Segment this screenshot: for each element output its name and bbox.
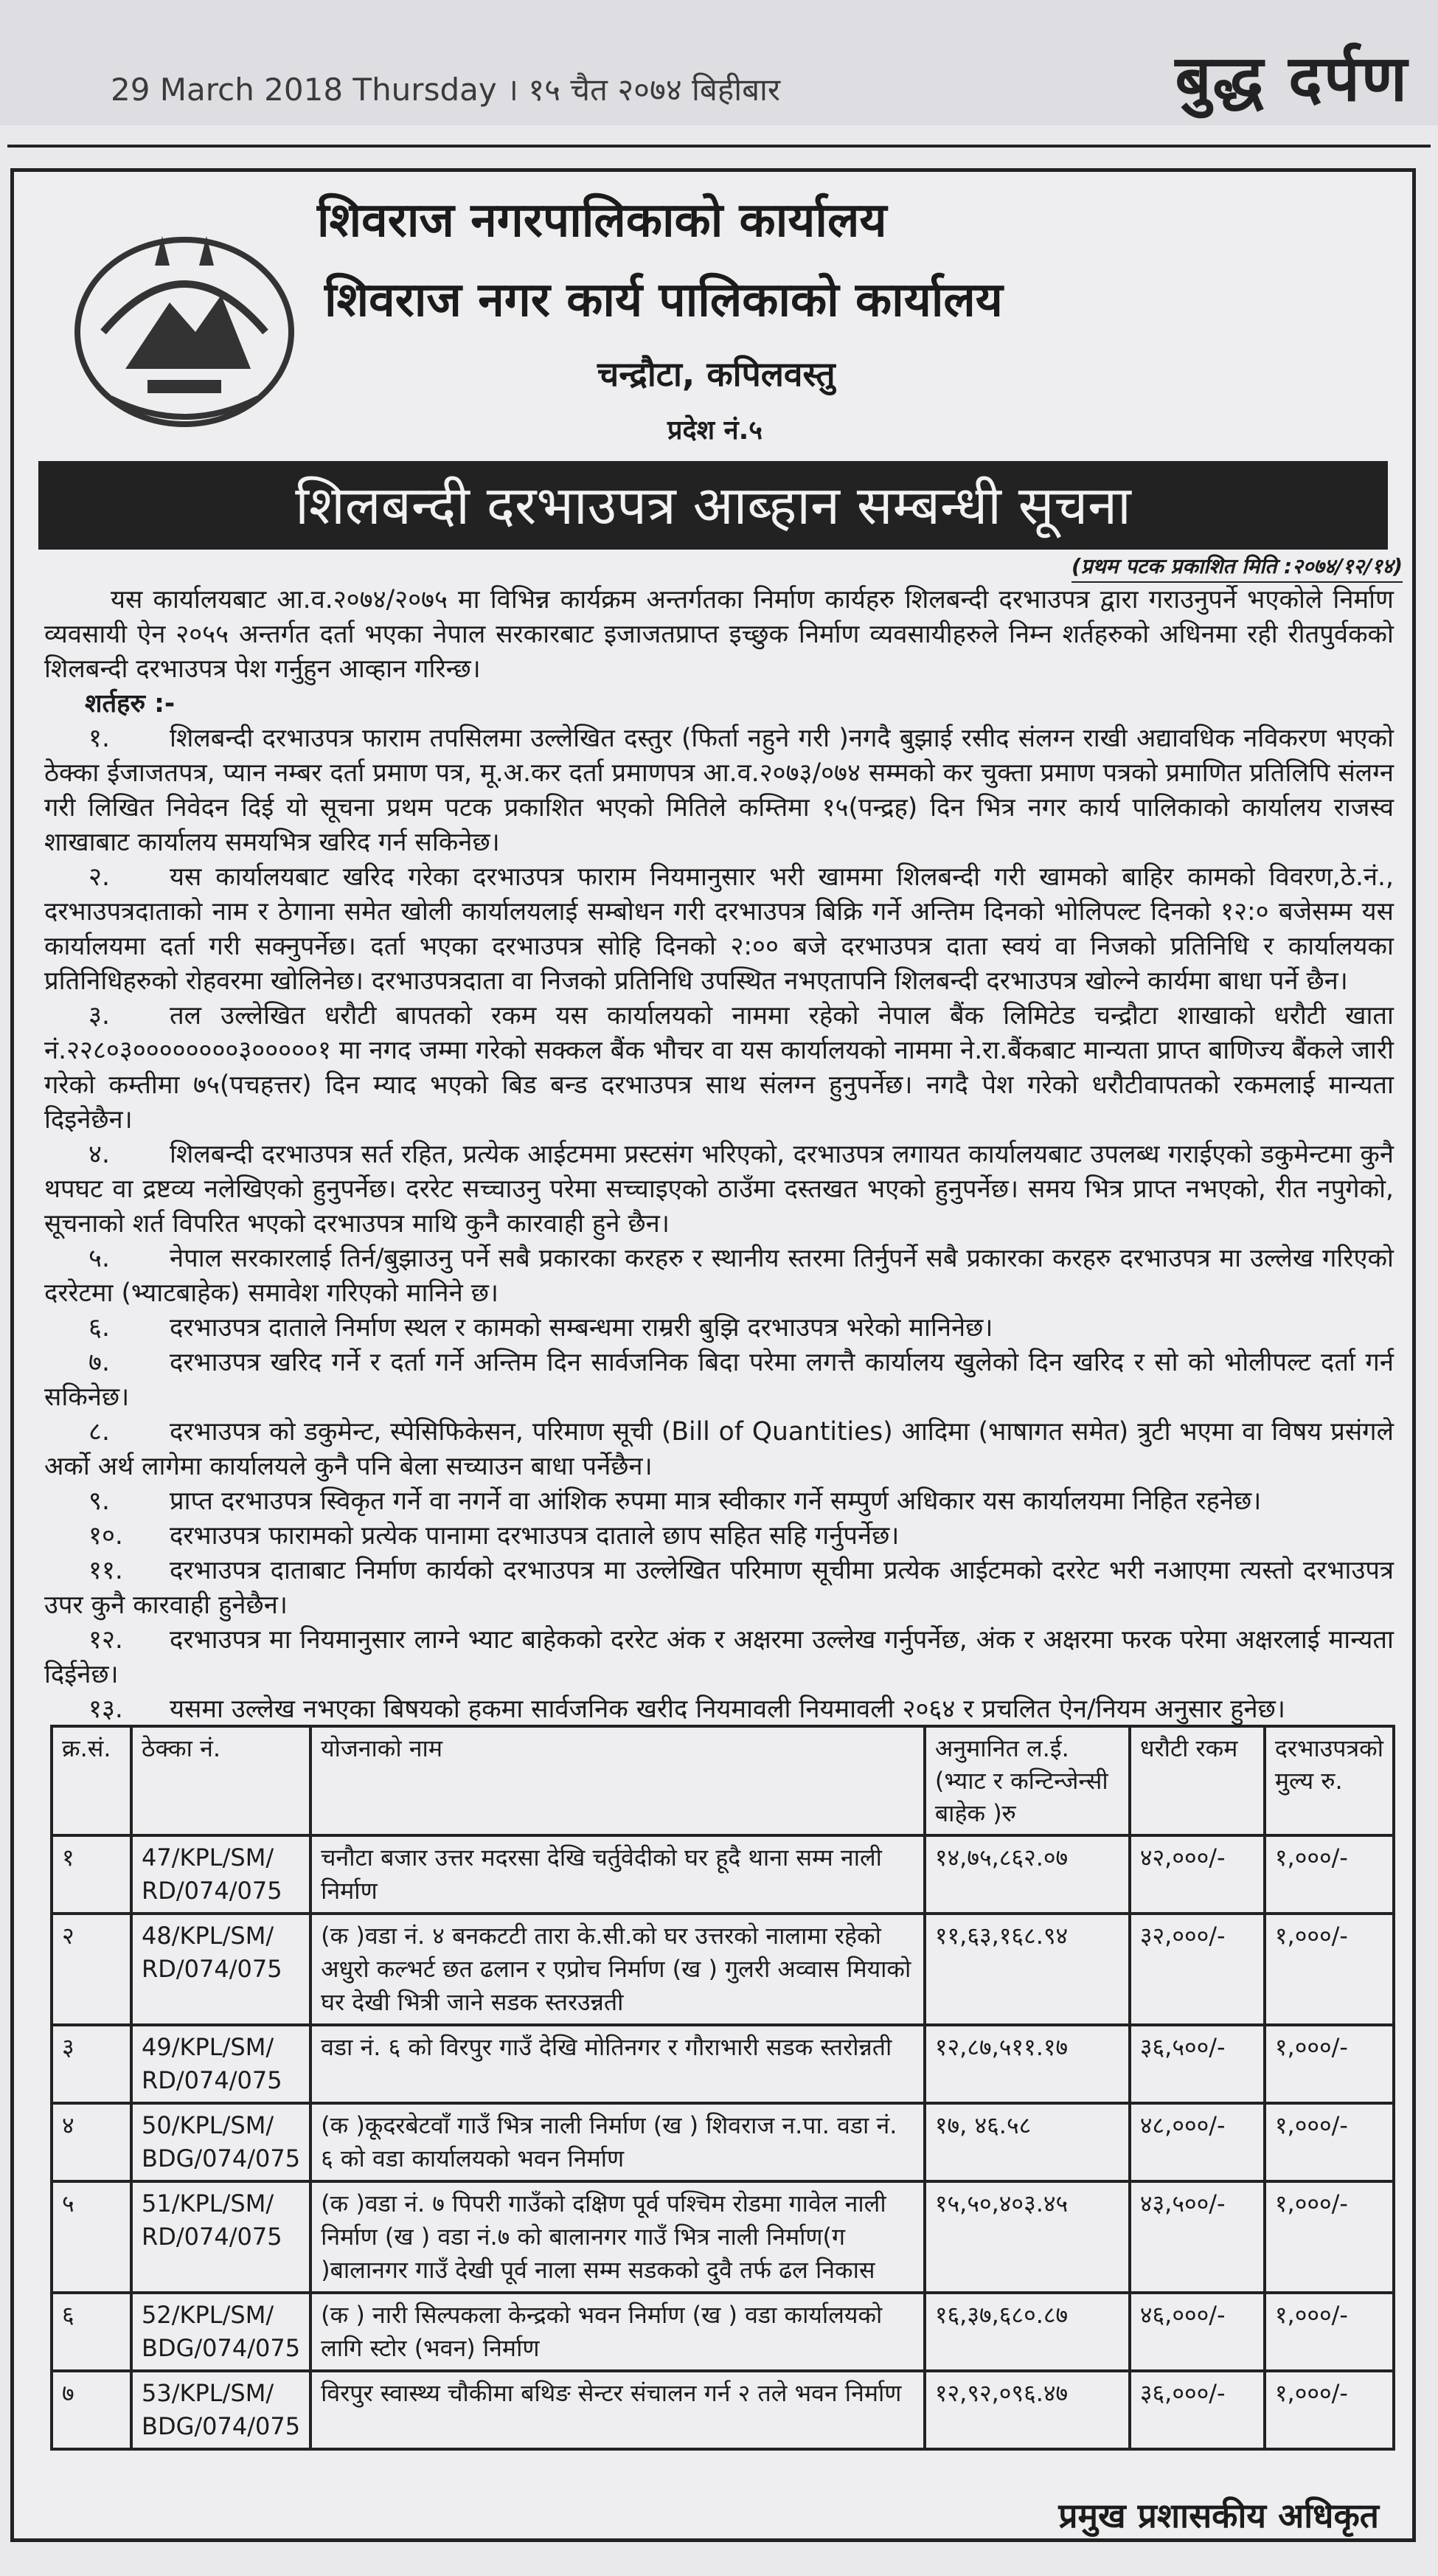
term-number: ८.	[88, 1417, 110, 1447]
table-row	[52, 2103, 1394, 2181]
term-number: ६.	[88, 1313, 110, 1343]
cell-contract-no: 48/KPL/SM/ RD/074/075	[131, 1914, 310, 2025]
nepal-emblem-icon	[66, 221, 302, 435]
cell-estimate: १२,८७,५११.१७	[925, 2025, 1130, 2103]
cell-estimate: १५,५०,४०३.४५	[925, 2181, 1130, 2293]
term-item	[44, 1138, 1394, 1242]
works-table	[50, 1725, 1395, 2451]
terms-list	[44, 721, 1394, 1727]
term-text: दरभाउपत्र खरिद गर्ने र दर्ता गर्ने अन्तिम दिन सार्वजनिक बिदा परेमा लगत्तै कार्यालय खुलेको दिन खरिद र सो को भोलीपल्ट दर्ता गर्न सकिनेछ।	[44, 1348, 1394, 1412]
cell-deposit: ३६,५००/-	[1130, 2025, 1265, 2103]
table-row	[52, 1835, 1394, 1914]
term-text: शिलबन्दी दरभाउपत्र फाराम तपसिलमा उल्लेखित दस्तुर (फिर्ता नहुने गरी )नगदै बुझाई रसीद संलग्न राखी अद्यावधिक नविकरण भएको ठेक्का ईजाजतपत्र, प्यान नम्बर दर्ता प्रमाण पत्र, मू.अ.कर दर्ता प्रमाणपत्र आ.व.२०७३/०७४ सम्मको कर चुक्ता प्रमाण पत्रको प्रमाणित प्रतिलिपि संलग्न गरी लिखित निवेदन दिई यो सूचना प्रथम पटक प्रकाशित भएको मितिले कम्तिमा १५(पन्द्रह) दिन भित्र नगर कार्य पालिकाको कार्यालय राजस्व शाखाबाट कार्यालय समयभित्र खरिद गर्न सकिनेछ।	[44, 724, 1394, 857]
cell-estimate: १२,९२,०९६.४७	[925, 2371, 1130, 2449]
term-item	[44, 1242, 1394, 1311]
cell-contract-no: 51/KPL/SM/ RD/074/075	[131, 2181, 310, 2293]
newspaper-name: बुद्ध दर्पण	[1175, 42, 1409, 116]
cell-doc-price: १,०००/-	[1265, 2025, 1394, 2103]
province-label: प्रदेश नं.५	[667, 415, 763, 446]
cell-project-name: (क ) नारी सिल्पकला केन्द्रको भवन निर्माण (ख ) वडा कार्यालयको लागि स्टोर (भवन) निर्माण	[310, 2293, 925, 2371]
term-number: ७.	[88, 1348, 110, 1377]
cell-project-name: वडा नं. ६ को विरपुर गाउँ देखि मोतिनगर र गौराभारी सडक स्तरोन्नती	[310, 2025, 925, 2103]
term-item	[44, 1484, 1394, 1519]
table-row	[52, 2371, 1394, 2449]
cell-deposit: ४६,०००/-	[1130, 2293, 1265, 2371]
cell-doc-price: १,०००/-	[1265, 2371, 1394, 2449]
cell-estimate: १६,३७,६८०.८७	[925, 2293, 1130, 2371]
cell-deposit: ३६,०००/-	[1130, 2371, 1265, 2449]
col-header-contract-no: ठेक्का नं.	[131, 1726, 310, 1835]
cell-sn: ७	[52, 2371, 131, 2449]
term-text: तल उल्लेखित धरौटी बापतको रकम यस कार्यालयको नाममा रहेको नेपाल बैंक लिमिटेड चन्द्रौटा शाखाको धरौटी खाता नं.२२८०३००००००००३०००००१ मा नगद जम्मा गरेको सक्कल बैंक भौचर वा यस कार्यालयको नाममा ने.रा.बैंकबाट मान्यता प्राप्त बाणिज्य बैंकले जारी गरेको कम्तीमा ७५(पचहत्तर) दिन म्याद भएको बिड बन्ड दरभाउपत्र साथ संलग्न हुनुपर्नेछ। नगदै पेश गरेको धरौटीवापतको रकमलाई मान्यता दिइनेछैन।	[44, 1001, 1394, 1135]
term-item	[44, 1311, 1394, 1346]
notice-banner-title: शिलबन्दी दरभाउपत्र आब्हान सम्बन्धी सूचना	[38, 461, 1388, 550]
cell-doc-price: १,०००/-	[1265, 1914, 1394, 2025]
cell-project-name: विरपुर स्वास्थ्य चौकीमा बथिङ सेन्टर संचालन गर्न २ तले भवन निर्माण	[310, 2371, 925, 2449]
cell-sn: ६	[52, 2293, 131, 2371]
term-item	[44, 860, 1394, 999]
signature-title: प्रमुख प्रशासकीय अधिकृत	[1058, 2496, 1379, 2535]
term-text: प्राप्त दरभाउपत्र स्विकृत गर्ने वा नगर्ने वा आंशिक रुपमा मात्र स्वीकार गर्ने सम्पुर्ण अधिकार यस कार्यालयमा निहित रहनेछ।	[170, 1486, 1262, 1516]
cell-doc-price: १,०००/-	[1265, 2181, 1394, 2293]
term-item	[44, 1346, 1394, 1415]
table-row	[52, 2025, 1394, 2103]
col-header-deposit: धरौटी रकम	[1130, 1726, 1265, 1835]
intro-paragraph: यस कार्यालयबाट आ.व.२०७४/२०७५ मा विभिन्न कार्यक्रम अन्तर्गतका निर्माण कार्यहरु शिलबन्दी दरभाउपत्र द्वारा गराउनुपर्ने भएकोले निर्माण व्यवसायी ऐन २०५५ अन्तर्गत दर्ता भएका नेपाल सरकारबाट इजाजतप्राप्त इच्छुक निर्माण व्यवसायीहरुले निम्न शर्तहरुको अधिनमा रही रीतपुर्वकको शिलबन्दी दरभाउपत्र पेश गर्नुहुन आव्हान गरिन्छ।	[44, 585, 1394, 684]
term-text: शिलबन्दी दरभाउपत्र सर्त रहित, प्रत्येक आईटममा प्रस्टसंग भरिएको, दरभाउपत्र लगायत कार्यालयबाट उपलब्ध गराईएको डकुमेन्टमा कुनै थपघट वा द्रष्टव्य नलेखिएको हुनुपर्नेछ। दररेट सच्चाउनु परेमा सच्चाइएको ठाउँमा दस्तखत भएको हुनुपर्नेछ। समय भित्र प्राप्त नभएको, रीत नपुगेको, सूचनाको शर्त विपरित भएको दरभाउपत्र माथि कुनै कारवाही हुने छैन।	[44, 1140, 1394, 1239]
table-row	[52, 1914, 1394, 2025]
term-item	[44, 999, 1394, 1138]
term-number: १०.	[88, 1521, 123, 1551]
col-header-doc-price: दरभाउपत्रको मुल्य रु.	[1265, 1726, 1394, 1835]
cell-estimate: ११,६३,१६८.९४	[925, 1914, 1130, 2025]
term-item	[44, 1554, 1394, 1623]
term-number: ९.	[88, 1486, 110, 1516]
cell-deposit: ४३,५००/-	[1130, 2181, 1265, 2293]
cell-doc-price: १,०००/-	[1265, 1835, 1394, 1914]
notice-body	[44, 583, 1394, 1727]
col-header-sn: क्र.सं.	[52, 1726, 131, 1835]
term-text: यस कार्यालयबाट खरिद गरेका दरभाउपत्र फाराम नियमानुसार भरी खाममा शिलबन्दी गरी खामको बाहिर कामको विवरण,ठे.नं., दरभाउपत्रदाताको नाम र ठेगाना समेत खोली कार्यालयलाई सम्बोधन गरी दरभाउपत्र बिक्रि गर्ने अन्तिम दिनको भोलिपल्ट दिनको १२:० बजेसम्म यस कार्यालयमा दर्ता गरी सक्नुपर्नेछ। दर्ता भएका दरभाउपत्र सोहि दिनको २:०० बजे दरभाउपत्र दाता स्वयं वा निजको प्रतिनिधि र कार्यालयका प्रतिनिधिहरुको रोहवरमा खोलिनेछ। दरभाउपत्रदाता वा निजको प्रतिनिधि उपस्थित नभएतापनि शिलबन्दी दरभाउपत्र खोल्ने कार्यमा बाधा पर्ने छैन।	[44, 862, 1394, 996]
term-number: १.	[88, 724, 110, 753]
issue-date: 29 March 2018 Thursday । १५ चैत २०७४ बिहीबार	[111, 72, 781, 108]
term-text: नेपाल सरकारलाई तिर्न/बुझाउनु पर्ने सबै प्रकारका करहरु र स्थानीय स्तरमा तिर्नुपर्ने सबै प्रकारका करहरु दरभाउपत्र मा उल्लेख गरिएको दररेटमा (भ्याटबाहेक) समावेश गरिएको मानिने छ।	[44, 1244, 1394, 1308]
table-header-row	[52, 1726, 1394, 1835]
col-header-project-name: योजनाको नाम	[310, 1726, 925, 1835]
term-item	[44, 1415, 1394, 1484]
cell-estimate: १४,७५,८६२.०७	[925, 1835, 1130, 1914]
cell-contract-no: 47/KPL/SM/ RD/074/075	[131, 1835, 310, 1914]
cell-project-name: (क )वडा नं. ४ बनकटटी तारा के.सी.को घर उत्तरको नालामा रहेको अधुरो कल्भर्ट छत ढलान र एप्रोच निर्माण (ख ) गुलरी अव्वास मियाको घर देखी भित्री जाने सडक स्तरउन्नती	[310, 1914, 925, 2025]
term-item	[44, 721, 1394, 860]
cell-doc-price: १,०००/-	[1265, 2103, 1394, 2181]
term-number: ३.	[88, 1001, 110, 1031]
newspaper-masthead	[0, 0, 1438, 125]
term-item	[44, 1692, 1394, 1727]
term-item	[44, 1623, 1394, 1692]
term-number: ११.	[88, 1556, 123, 1585]
term-text: दरभाउपत्र को डकुमेन्ट, स्पेसिफिकेसन, परिमाण सूची (Bill of Quantities) आदिमा (भाषागत समेत) त्रुटी भएमा वा विषय प्रसंगले अर्को अर्थ लागेमा कार्यालयले कुनै पनि बेला सच्याउन बाधा पर्नेछैन।	[44, 1417, 1394, 1481]
term-text: दरभाउपत्र दाताले निर्माण स्थल र कामको सम्बन्धमा राम्ररी बुझि दरभाउपत्र भरेको मानिनेछ।	[170, 1313, 993, 1343]
cell-doc-price: १,०००/-	[1265, 2293, 1394, 2371]
term-number: ४.	[88, 1140, 110, 1169]
office-title-1: शिवराज नगरपालिकाको कार्यालय	[317, 193, 887, 248]
terms-heading: शर्तहरु :-	[85, 689, 176, 719]
term-text: दरभाउपत्र फारामको प्रत्येक पानामा दरभाउपत्र दाताले छाप सहित सहि गर्नुपर्नेछ।	[170, 1521, 900, 1551]
cell-project-name: (क )कूदरबेटवाँ गाउँ भित्र नाली निर्माण (ख ) शिवराज न.पा. वडा नं. ६ को वडा कार्यालयको भवन निर्माण	[310, 2103, 925, 2181]
cell-deposit: ३२,०००/-	[1130, 1914, 1265, 2025]
cell-sn: १	[52, 1835, 131, 1914]
cell-contract-no: 53/KPL/SM/ BDG/074/075	[131, 2371, 310, 2449]
cell-estimate: १७, ४६.५८	[925, 2103, 1130, 2181]
term-number: ५.	[88, 1244, 110, 1273]
office-location: चन्द्रौटा, कपिलवस्तु	[597, 354, 836, 394]
cell-deposit: ४२,०००/-	[1130, 1835, 1265, 1914]
published-date-note: (प्रथम पटक प्रकाशित मिति :२०७४/१२/१४)	[1071, 552, 1403, 580]
cell-deposit: ४८,०००/-	[1130, 2103, 1265, 2181]
cell-sn: ३	[52, 2025, 131, 2103]
cell-project-name: (क )वडा नं. ७ पिपरी गाउँको दक्षिण पूर्व पश्चिम रोडमा गावेल नाली निर्माण (ख ) वडा नं.७ को बालानगर गाउँ भित्र नाली निर्माण(ग )बालानगर गाउँ देखी पूर्व नाला सम्म सडकको दुवै तर्फ ढल निकास	[310, 2181, 925, 2293]
term-text: दरभाउपत्र दाताबाट निर्माण कार्यको दरभाउपत्र मा उल्लेखित परिमाण सूचीमा प्रत्येक आईटमको दररेट भरी नआएमा त्यस्तो दरभाउपत्र उपर कुनै कारवाही हुनेछैन।	[44, 1556, 1394, 1620]
term-number: २.	[88, 862, 110, 892]
masthead-rule	[7, 145, 1431, 148]
term-text: यसमा उल्लेख नभएका बिषयको हकमा सार्वजनिक खरीद नियमावली नियमावली २०६४ र प्रचलित ऐन/नियम अनुसार हुनेछ।	[170, 1694, 1285, 1724]
cell-sn: ४	[52, 2103, 131, 2181]
cell-project-name: चनौटा बजार उत्तर मदरसा देखि चर्तुवेदीको घर हूदै थाना सम्म नाली निर्माण	[310, 1835, 925, 1914]
table-row	[52, 2181, 1394, 2293]
cell-contract-no: 49/KPL/SM/ RD/074/075	[131, 2025, 310, 2103]
term-text: दरभाउपत्र मा नियमानुसार लाग्ने भ्याट बाहेकको दररेट अंक र अक्षरमा उल्लेख गर्नुपर्नेछ, अंक र अक्षरमा फरक परेमा अक्षरलाई मान्यता दिईनेछ।	[44, 1625, 1394, 1689]
term-number: १३.	[88, 1694, 123, 1724]
cell-sn: ५	[52, 2181, 131, 2293]
term-item	[44, 1519, 1394, 1554]
col-header-estimate: अनुमानित ल.ई.(भ्याट र कन्टिन्जेन्सी बाहेक )रु	[925, 1726, 1130, 1835]
office-title-2: शिवराज नगर कार्य पालिकाको कार्यालय	[324, 273, 1003, 328]
table-row	[52, 2293, 1394, 2371]
cell-contract-no: 50/KPL/SM/ BDG/074/075	[131, 2103, 310, 2181]
term-number: १२.	[88, 1625, 123, 1655]
cell-contract-no: 52/KPL/SM/ BDG/074/075	[131, 2293, 310, 2371]
cell-sn: २	[52, 1914, 131, 2025]
